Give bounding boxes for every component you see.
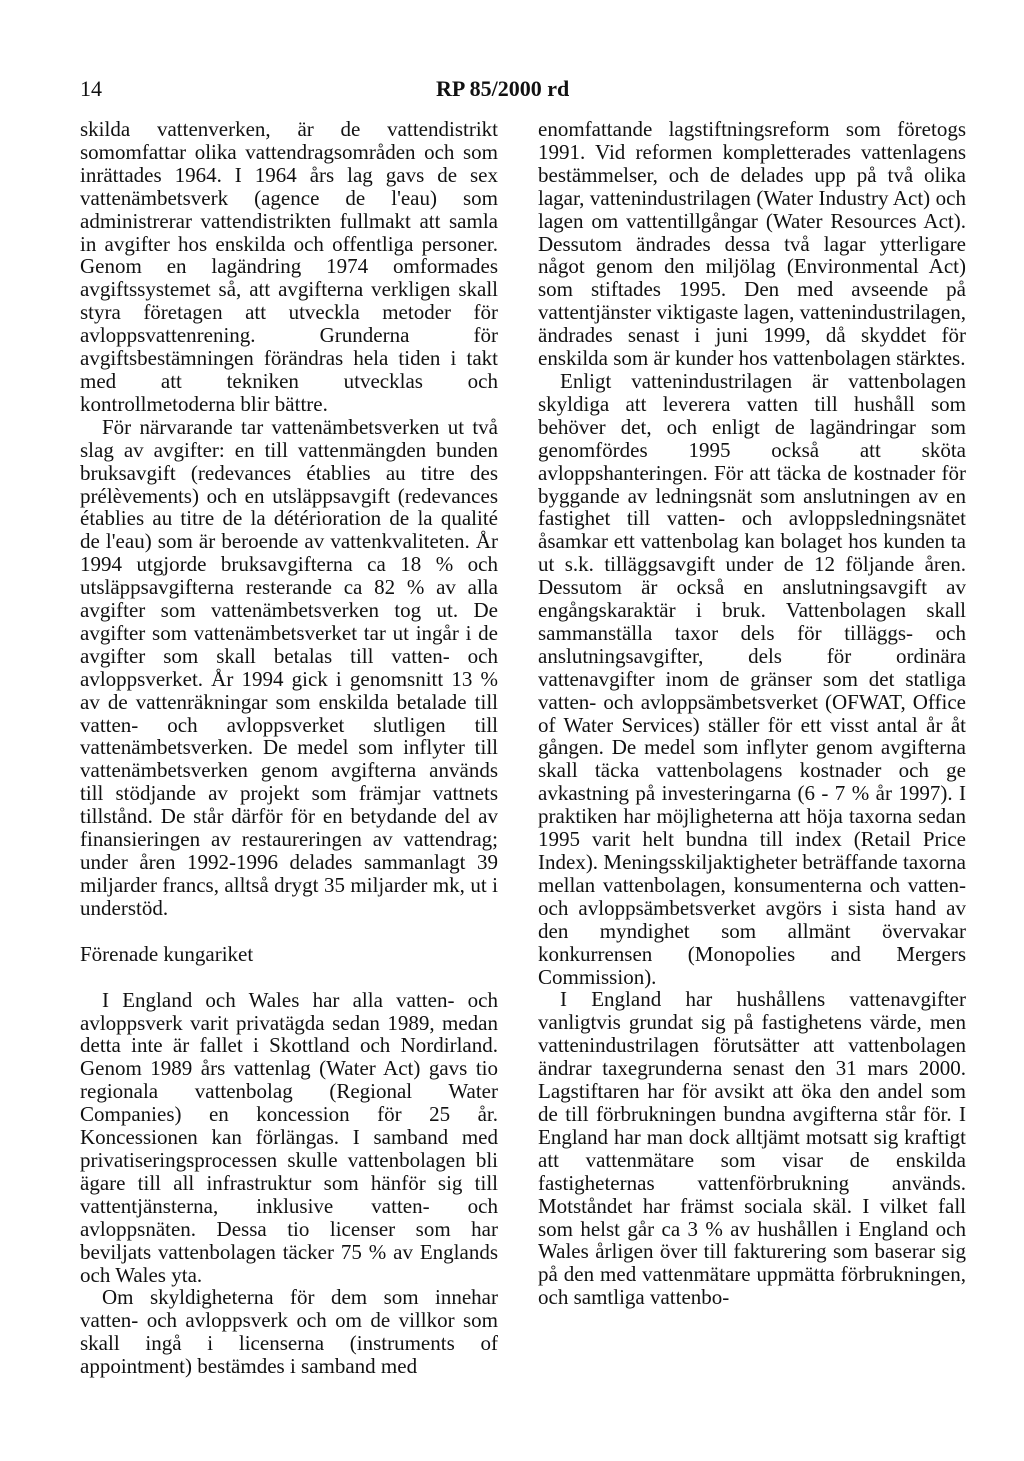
spacer xyxy=(80,920,498,943)
paragraph: För närvarande tar vattenämbetsverken ut två slag av avgifter: en till vattenmängden bunden bruksavgift (redevances établies au titre des prélèvements) och en utsläppsavgift (redevances établies au titre de la détérioration de la qualité de l'eau) som är beroende av vattenkvaliteten. År 1994 utgjorde bruksavgifterna ca 18 % och utsläppsavgifterna resterande ca 82 % av alla avgifter som vattenämbetsverken tog ut. De avgifter som vattenämbetsverket tar ut ingår i de avgifter som skall betalas till vatten- och avloppsverket. År 1994 gick i genomsnitt 13 % av de vattenräkningar som enskilda betalade till vatten- och avloppsverket slutligen till vattenämbetsverken. De medel som inflyter till vattenämbetsverken genom avgifterna används till stödjande av projekt som främjar vattnets tillstånd. De står därför för en betydande del av finansieringen av restaureringen av vattendrag; under åren 1992-1996 delades sammanlagt 39 miljarder francs, alltså drygt 35 miljarder mk, ut i understöd. xyxy=(80,414,498,920)
left-column xyxy=(80,118,498,1378)
right-column xyxy=(538,118,966,1309)
document-reference: RP 85/2000 rd xyxy=(436,76,570,101)
paragraph: I England och Wales har alla vatten- och avloppsverk varit privatägda sedan 1989, medan detta inte är fallet i Skottland och Nordirland. Genom 1989 års vattenlag (Water Act) gavs tio regionala vattenbolag (Regional Water Companies) en koncession för 25 år. Koncessionen kan förlängas. I samband med privatiseringsprocessen skulle vattenbolagen bli ägare till all infrastruktur som hänför sig till vattentjänsterna, inklusive vatten- och avloppsnäten. Dessa tio licenser som har beviljats vattenbolagen täcker 75 % av Englands och Wales yta. xyxy=(80,987,498,1287)
paragraph: Enligt vattenindustrilagen är vattenbolagen skyldiga att leverera vatten till hushåll som behöver det, och enligt de lagändringar som genomfördes 1995 också att sköta avloppshanteringen. För att täcka de kostnader för byggande av ledningsnät som anslutningen av en fastighet till vatten- och avloppsledningsnätet åsamkar ett vattenbolag kan bolaget hos kunden ta ut s.k. tilläggsavgift under de 12 följande åren. Dessutom är också en anslutningsavgift av engångskaraktär i bruk. Vattenbolagen skall sammanställa taxor dels för tilläggs- och anslutningsavgifter, dels för ordinära vattenavgifter inom de gränser som det statliga vatten- och avloppsämbetsverket (OFWAT, Office of Water Services) ställer för ett visst antal år åt gången. De medel som inflyter genom avgifterna skall täcka vattenbolagens kostnader och ge avkastning på investeringarna (6 - 7 % år 1997). I praktiken har möjligheterna att höja taxorna sedan 1995 varit helt bundna till index (Retail Price Index). Meningsskiljaktigheter beträffande taxorna mellan vattenbolagen, konsumenterna och vatten- och avloppsämbetsverket avgörs i sista hand av den myndighet som allmänt övervakar konkurrensen (Monopolies and Mergers Commission). xyxy=(538,368,966,989)
page-header xyxy=(0,74,1024,104)
paragraph: enomfattande lagstiftningsreform som företogs 1991. Vid reformen kompletterades vattenlagens bestämmelser, och de delades upp på två olika lagar, vattenindustrilagen (Water Industry Act) och lagen om vattentillgångar (Water Resources Act). Dessutom ändrades dessa två lagar ytterligare något genom den miljölag (Environmental Act) som stiftades 1995. Den med avseende på vattentjänster viktigaste lagen, vattenindustrilagen, ändrades senast i juni 1999, då skyddet för enskilda som är kunder hos vattenbolagen stärktes. xyxy=(538,117,966,371)
page-number: 14 xyxy=(80,76,102,101)
paragraph: I England har hushållens vattenavgifter vanligtvis grundat sig på fastighetens värde, men vattenindustrilagen förutsätter att vattenbolagen ändrar taxegrunderna senast den 31 mars 2000. Lagstiftaren har för avsikt att öka den andel som de till förbrukningen bundna avgifterna står för. I England har man dock alltjämt motsatt sig kraftigt att vattenmätare som visar de enskilda fastigheternas vattenförbrukning används. Motståndet har främst sociala skäl. I vilket fall som helst går ca 3 % av hushållen i England och Wales årligen över till fakturering som baserar sig på den med vattenmätare uppmätta förbrukningen, och samtliga vattenbo- xyxy=(538,987,966,1310)
section-heading: Förenade kungariket xyxy=(80,941,254,966)
paragraph: skilda vattenverken, är de vattendistrikt somomfattar olika vattendragsområden och som inrättades 1964. I 1964 års lag gavs de sex vattenämbetsverk (agence de l'eau) som administrerar vattendistrikten fullmakt att samla in avgifter hos enskilda och offentliga personer. Genom en lagändring 1974 omformades avgiftssystemet så, att avgifterna verkligen skall styra företagen att utveckla metoder för avloppsvattenrening. Grunderna för avgiftsbestämningen förändras hela tiden i takt med att tekniken utvecklas och kontrollmetoderna blir bättre. xyxy=(80,117,498,416)
paragraph: Om skyldigheterna för dem som innehar vatten- och avloppsverk och om de villkor som skall ingå i licenserna (instruments of appointment) bestämdes i samband med xyxy=(80,1285,498,1379)
spacer xyxy=(80,966,498,989)
